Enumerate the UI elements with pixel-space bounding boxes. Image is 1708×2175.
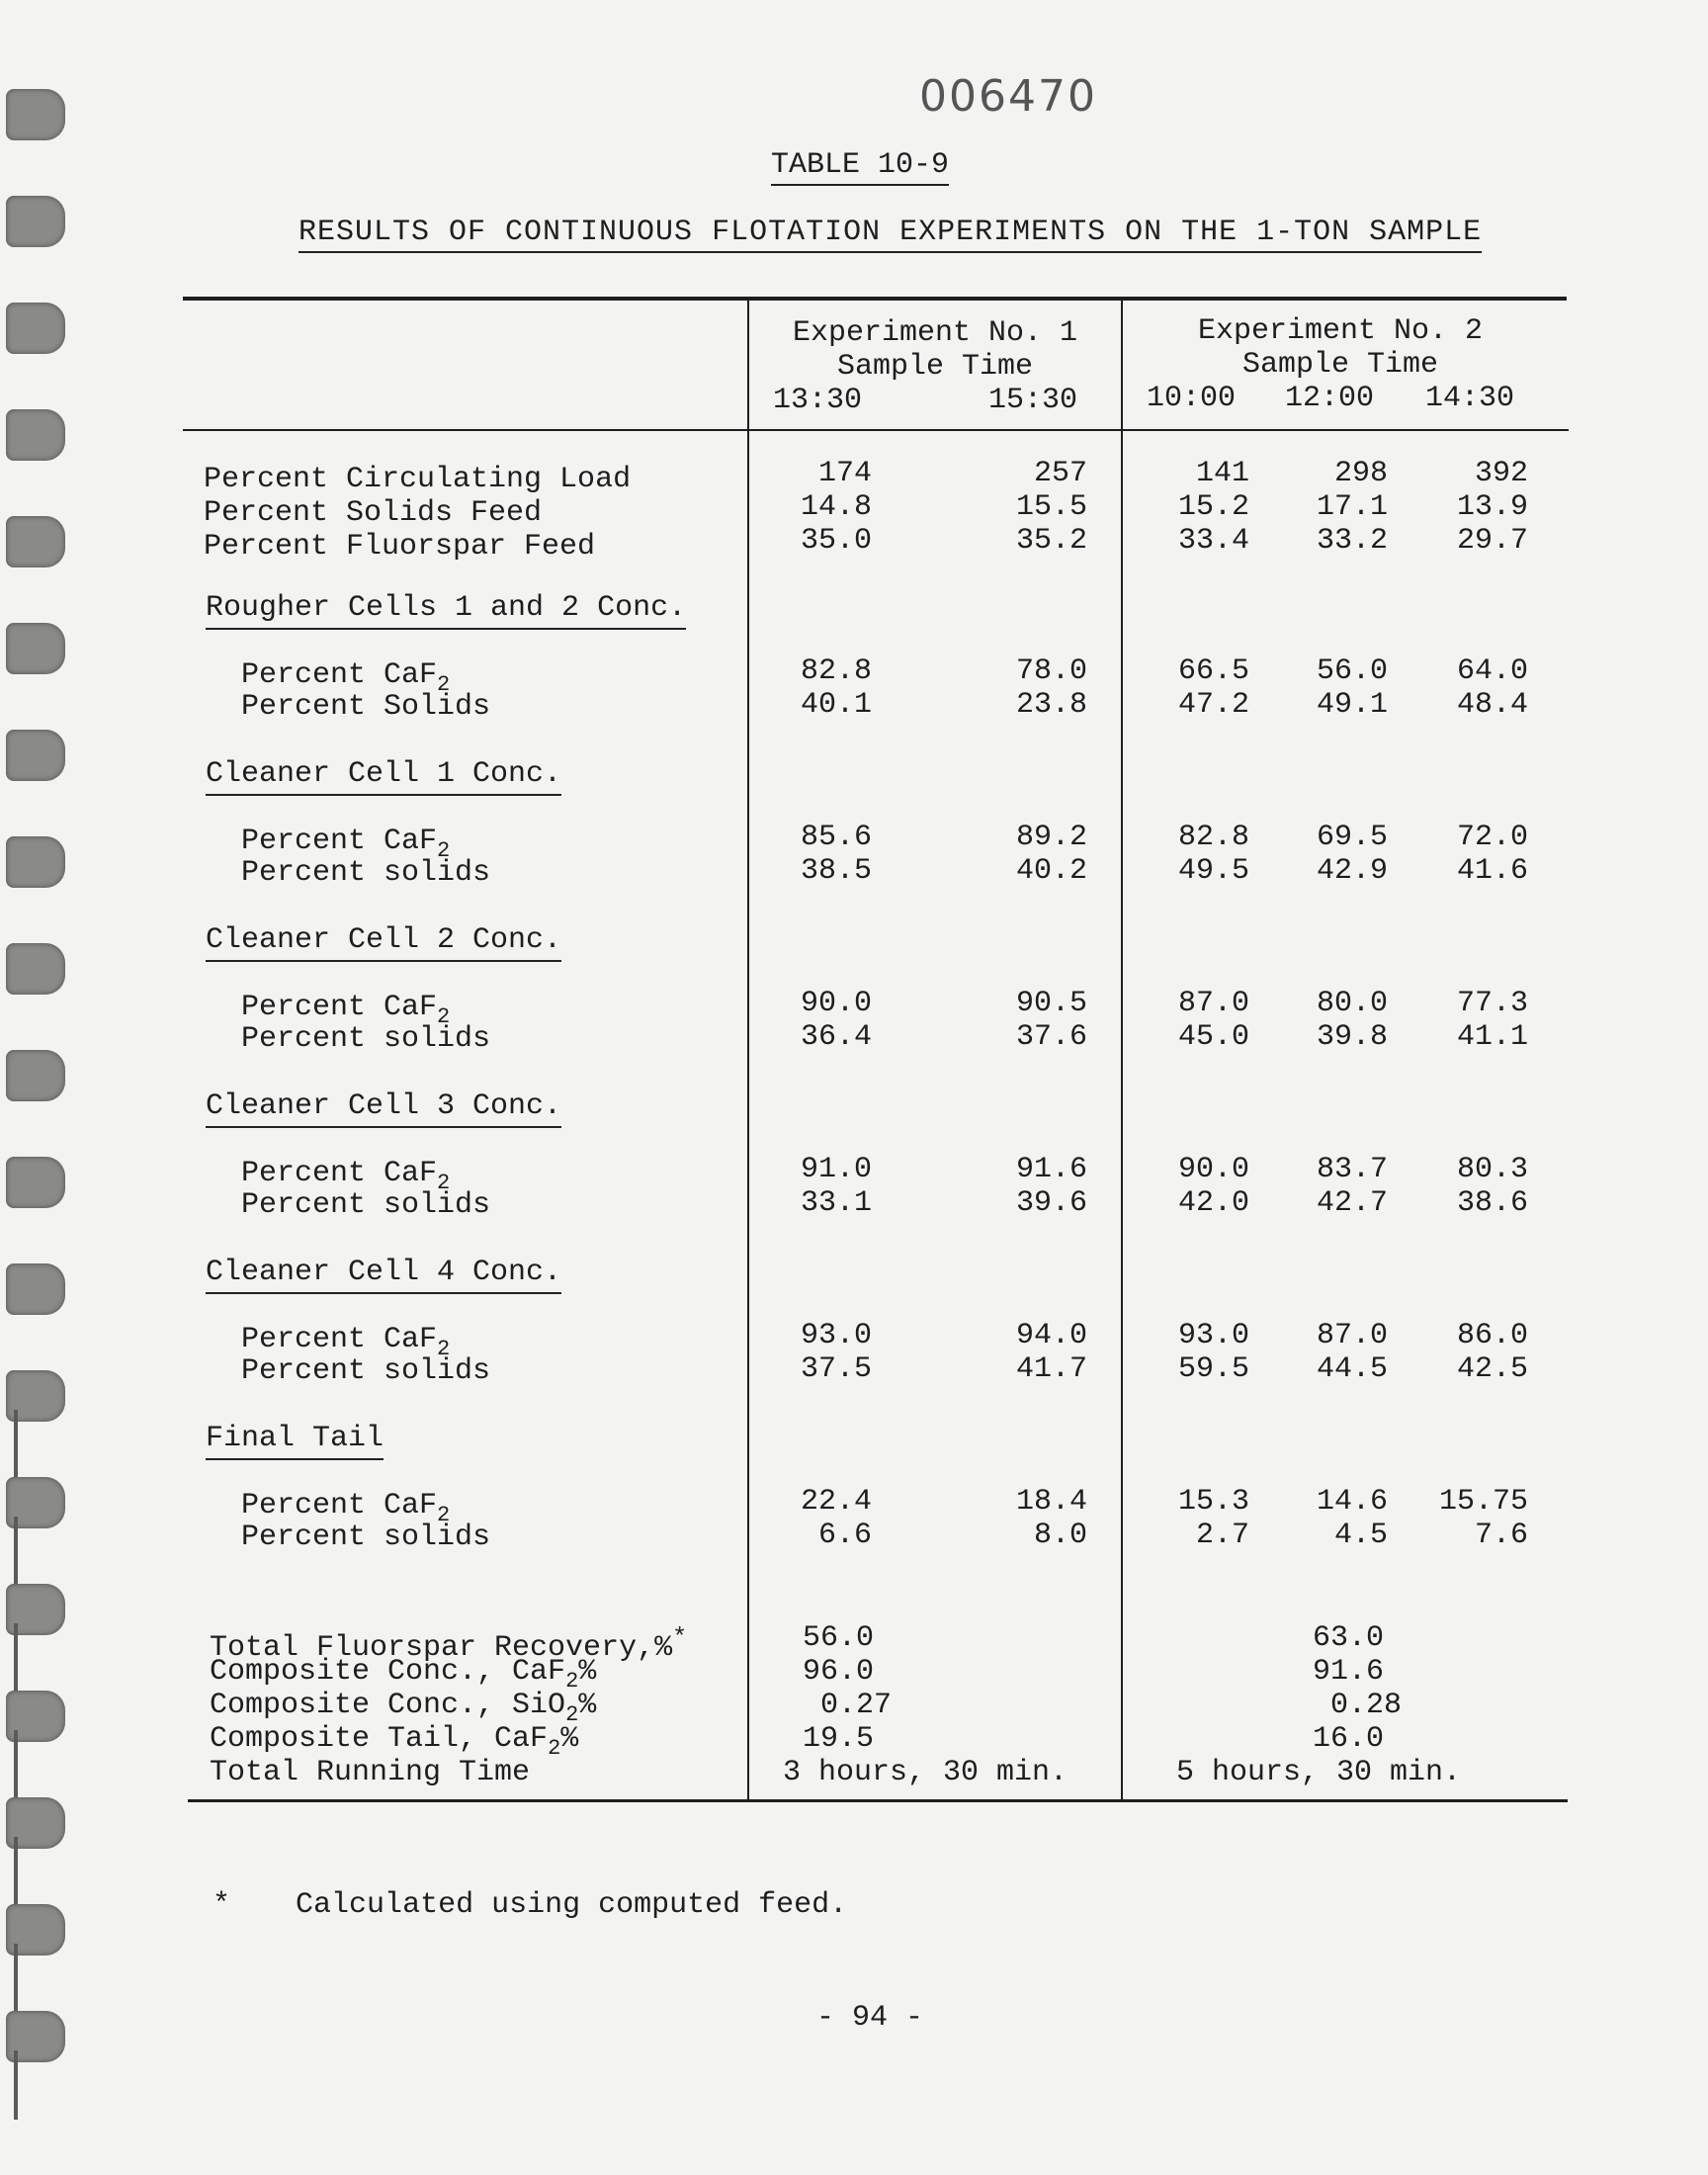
row-label-text: Percent CaF [241, 1323, 438, 1356]
value-cell: 90.0 [800, 987, 872, 1020]
value-cell: 141 [1195, 457, 1249, 490]
value-cell: 40.1 [800, 688, 872, 722]
subscript: 2 [565, 1702, 579, 1727]
value-cell: 49.1 [1316, 688, 1388, 722]
value-cell: 96.0 [803, 1655, 875, 1689]
binding-hole [6, 1263, 65, 1315]
row-label: Percent solids [241, 1354, 491, 1388]
value-cell: 93.0 [800, 1319, 872, 1352]
row-label-text: Total Fluorspar Recovery,% [210, 1631, 673, 1665]
subscript: 2 [437, 1503, 451, 1527]
time-label: 15:30 [988, 384, 1078, 417]
binding-hole [6, 943, 65, 995]
binding-wire [14, 1730, 18, 1799]
value-cell: 33.2 [1316, 524, 1388, 558]
value-cell: 90.5 [1015, 987, 1087, 1020]
value-cell: 80.0 [1316, 987, 1388, 1020]
value-cell: 45.0 [1177, 1020, 1249, 1054]
binding-wire [14, 1837, 18, 1906]
value-cell: 56.0 [1316, 654, 1388, 688]
value-cell: 17.1 [1316, 490, 1388, 524]
section-title: Final Tail [206, 1422, 384, 1460]
row-label [241, 1157, 451, 1195]
percent-sign: % [578, 1655, 597, 1689]
table-bottom-rule [188, 1799, 1568, 1802]
binding-hole [6, 409, 65, 461]
row-label [210, 1689, 597, 1727]
row-label: Percent Circulating Load [204, 463, 632, 496]
subscript: 2 [437, 1337, 451, 1361]
document-number: 006470 [919, 71, 1097, 122]
row-label-text: Composite Conc., SiO [210, 1689, 566, 1722]
value-cell: 15.2 [1177, 490, 1249, 524]
value-cell: 19.5 [803, 1722, 875, 1756]
subscript: 2 [565, 1669, 579, 1694]
table-top-rule [183, 297, 1567, 301]
table-subtitle: RESULTS OF CONTINUOUS FLOTATION EXPERIMENTS ON THE 1-TON SAMPLE [299, 216, 1482, 253]
row-label [241, 658, 451, 697]
value-cell: 392 [1474, 457, 1528, 490]
subscript: 2 [548, 1736, 561, 1761]
value-cell: 38.6 [1456, 1186, 1528, 1220]
value-cell: 257 [1033, 457, 1087, 490]
value-cell: 86.0 [1456, 1319, 1528, 1352]
value-cell: 64.0 [1456, 654, 1528, 688]
exp2-subtitle: Sample Time [1241, 348, 1439, 382]
value-cell: 94.0 [1015, 1319, 1087, 1352]
value-cell: 47.2 [1177, 688, 1249, 722]
value-cell: 41.1 [1456, 1020, 1528, 1054]
subscript: 2 [437, 838, 451, 863]
section-title: Cleaner Cell 4 Conc. [206, 1256, 561, 1294]
value-cell: 78.0 [1015, 654, 1087, 688]
subscript: 2 [437, 1171, 451, 1195]
value-cell: 35.2 [1015, 524, 1087, 558]
value-cell: 6.6 [817, 1519, 872, 1552]
value-cell: 80.3 [1456, 1153, 1528, 1186]
row-label-text: Percent CaF [241, 825, 438, 858]
value-cell: 14.6 [1316, 1485, 1388, 1519]
footnote-mark: * [213, 1888, 231, 1922]
row-label-text: Percent CaF [241, 1489, 438, 1522]
value-cell: 4.5 [1333, 1519, 1388, 1552]
value-cell: 41.6 [1456, 854, 1528, 888]
footnote [213, 1888, 847, 1922]
binding-wire [14, 1623, 18, 1693]
value-cell: 35.0 [800, 524, 872, 558]
value-cell: 29.7 [1456, 524, 1528, 558]
row-label [241, 1489, 451, 1527]
time-label: 12:00 [1285, 382, 1375, 415]
binding-wire [14, 1410, 18, 1479]
section-title: Rougher Cells 1 and 2 Conc. [206, 591, 686, 630]
row-label [241, 1323, 451, 1361]
page-number: - 94 - [816, 2001, 924, 2035]
value-cell: 33.4 [1177, 524, 1249, 558]
time-label: 14:30 [1425, 382, 1515, 415]
value-cell: 0.28 [1330, 1689, 1403, 1722]
value-cell: 48.4 [1456, 688, 1528, 722]
value-cell: 16.0 [1313, 1722, 1385, 1756]
value-cell: 89.2 [1015, 821, 1087, 854]
binding-wire [14, 1944, 18, 2013]
binding-hole [6, 89, 65, 140]
row-label: Percent Solids [241, 690, 491, 724]
footnote-mark: * [672, 1623, 688, 1652]
value-cell: 7.6 [1474, 1519, 1528, 1552]
value-cell: 87.0 [1177, 987, 1249, 1020]
subscript: 2 [437, 1004, 451, 1029]
value-cell: 56.0 [803, 1621, 875, 1655]
row-label [210, 1655, 597, 1694]
value-cell: 91.6 [1015, 1153, 1087, 1186]
row-label: Percent Solids Feed [204, 496, 543, 530]
value-cell: 82.8 [800, 654, 872, 688]
value-cell: 83.7 [1316, 1153, 1388, 1186]
value-cell: 72.0 [1456, 821, 1528, 854]
binding-hole [6, 730, 65, 781]
value-cell: 33.1 [800, 1186, 872, 1220]
section-title: Cleaner Cell 2 Conc. [206, 923, 561, 962]
value-cell: 90.0 [1177, 1153, 1249, 1186]
value-cell: 39.8 [1316, 1020, 1388, 1054]
value-cell: 77.3 [1456, 987, 1528, 1020]
footnote-text: Calculated using computed feed. [296, 1888, 848, 1922]
percent-sign: % [578, 1689, 597, 1722]
header-bottom-rule [183, 429, 1569, 431]
exp2-title: Experiment No. 2 [1197, 314, 1484, 348]
value-cell: 15.5 [1015, 490, 1087, 524]
value-cell: 22.4 [800, 1485, 872, 1519]
binding-hole [6, 1157, 65, 1208]
value-cell: 174 [817, 457, 872, 490]
row-label: Total Running Time [210, 1756, 531, 1789]
value-cell: 5 hours, 30 min. [1176, 1756, 1462, 1789]
value-cell: 37.6 [1015, 1020, 1087, 1054]
value-cell: 39.6 [1015, 1186, 1087, 1220]
row-label-text: Composite Conc., CaF [210, 1655, 566, 1689]
value-cell: 14.8 [800, 490, 872, 524]
row-label: Percent solids [241, 856, 491, 890]
time-label: 13:30 [773, 384, 863, 417]
value-cell: 91.6 [1313, 1655, 1385, 1689]
row-label [241, 991, 451, 1029]
value-cell: 3 hours, 30 min. [783, 1756, 1068, 1789]
value-cell: 37.5 [800, 1352, 872, 1386]
section-title: Cleaner Cell 1 Conc. [206, 757, 561, 796]
value-cell: 0.27 [820, 1689, 893, 1722]
value-cell: 42.9 [1316, 854, 1388, 888]
section-title: Cleaner Cell 3 Conc. [206, 1089, 561, 1128]
exp1-subtitle: Sample Time [836, 350, 1034, 384]
binding-hole [6, 516, 65, 567]
value-cell: 18.4 [1015, 1485, 1087, 1519]
binding-wire [14, 2050, 18, 2120]
time-label: 10:00 [1147, 382, 1237, 415]
binding-hole [6, 1050, 65, 1101]
binding-hole [6, 196, 65, 247]
value-cell: 93.0 [1177, 1319, 1249, 1352]
value-cell: 23.8 [1015, 688, 1087, 722]
value-cell: 298 [1333, 457, 1388, 490]
table-title: TABLE 10-9 [771, 148, 949, 186]
value-cell: 41.7 [1015, 1352, 1087, 1386]
row-label [210, 1722, 579, 1761]
spiral-binding [0, 0, 79, 2175]
value-cell: 44.5 [1316, 1352, 1388, 1386]
subscript: 2 [437, 672, 451, 697]
value-cell: 13.9 [1456, 490, 1528, 524]
row-label-text: Composite Tail, CaF [210, 1722, 549, 1756]
value-cell: 85.6 [800, 821, 872, 854]
value-cell: 2.7 [1195, 1519, 1249, 1552]
row-label: Percent Fluorspar Feed [204, 530, 596, 564]
row-label: Percent solids [241, 1188, 491, 1222]
value-cell: 40.2 [1015, 854, 1087, 888]
row-label: Percent solids [241, 1022, 491, 1056]
value-cell: 8.0 [1033, 1519, 1087, 1552]
value-cell: 49.5 [1177, 854, 1249, 888]
percent-sign: % [560, 1722, 579, 1756]
value-cell: 69.5 [1316, 821, 1388, 854]
binding-wire [14, 1517, 18, 1586]
value-cell: 63.0 [1313, 1621, 1385, 1655]
row-label-text: Percent CaF [241, 658, 438, 692]
value-cell: 91.0 [800, 1153, 872, 1186]
value-cell: 66.5 [1177, 654, 1249, 688]
value-cell: 42.5 [1456, 1352, 1528, 1386]
value-cell: 38.5 [800, 854, 872, 888]
value-cell: 82.8 [1177, 821, 1249, 854]
binding-hole [6, 836, 65, 888]
row-label [241, 825, 451, 863]
value-cell: 36.4 [800, 1020, 872, 1054]
value-cell: 15.75 [1438, 1485, 1528, 1519]
row-label: Percent solids [241, 1521, 491, 1554]
value-cell: 15.3 [1177, 1485, 1249, 1519]
value-cell: 42.7 [1316, 1186, 1388, 1220]
binding-hole [6, 623, 65, 674]
binding-hole [6, 303, 65, 354]
value-cell: 87.0 [1316, 1319, 1388, 1352]
row-label-text: Percent CaF [241, 991, 438, 1024]
exp1-title: Experiment No. 1 [792, 316, 1078, 350]
row-label-text: Percent CaF [241, 1157, 438, 1190]
value-cell: 59.5 [1177, 1352, 1249, 1386]
value-cell: 42.0 [1177, 1186, 1249, 1220]
